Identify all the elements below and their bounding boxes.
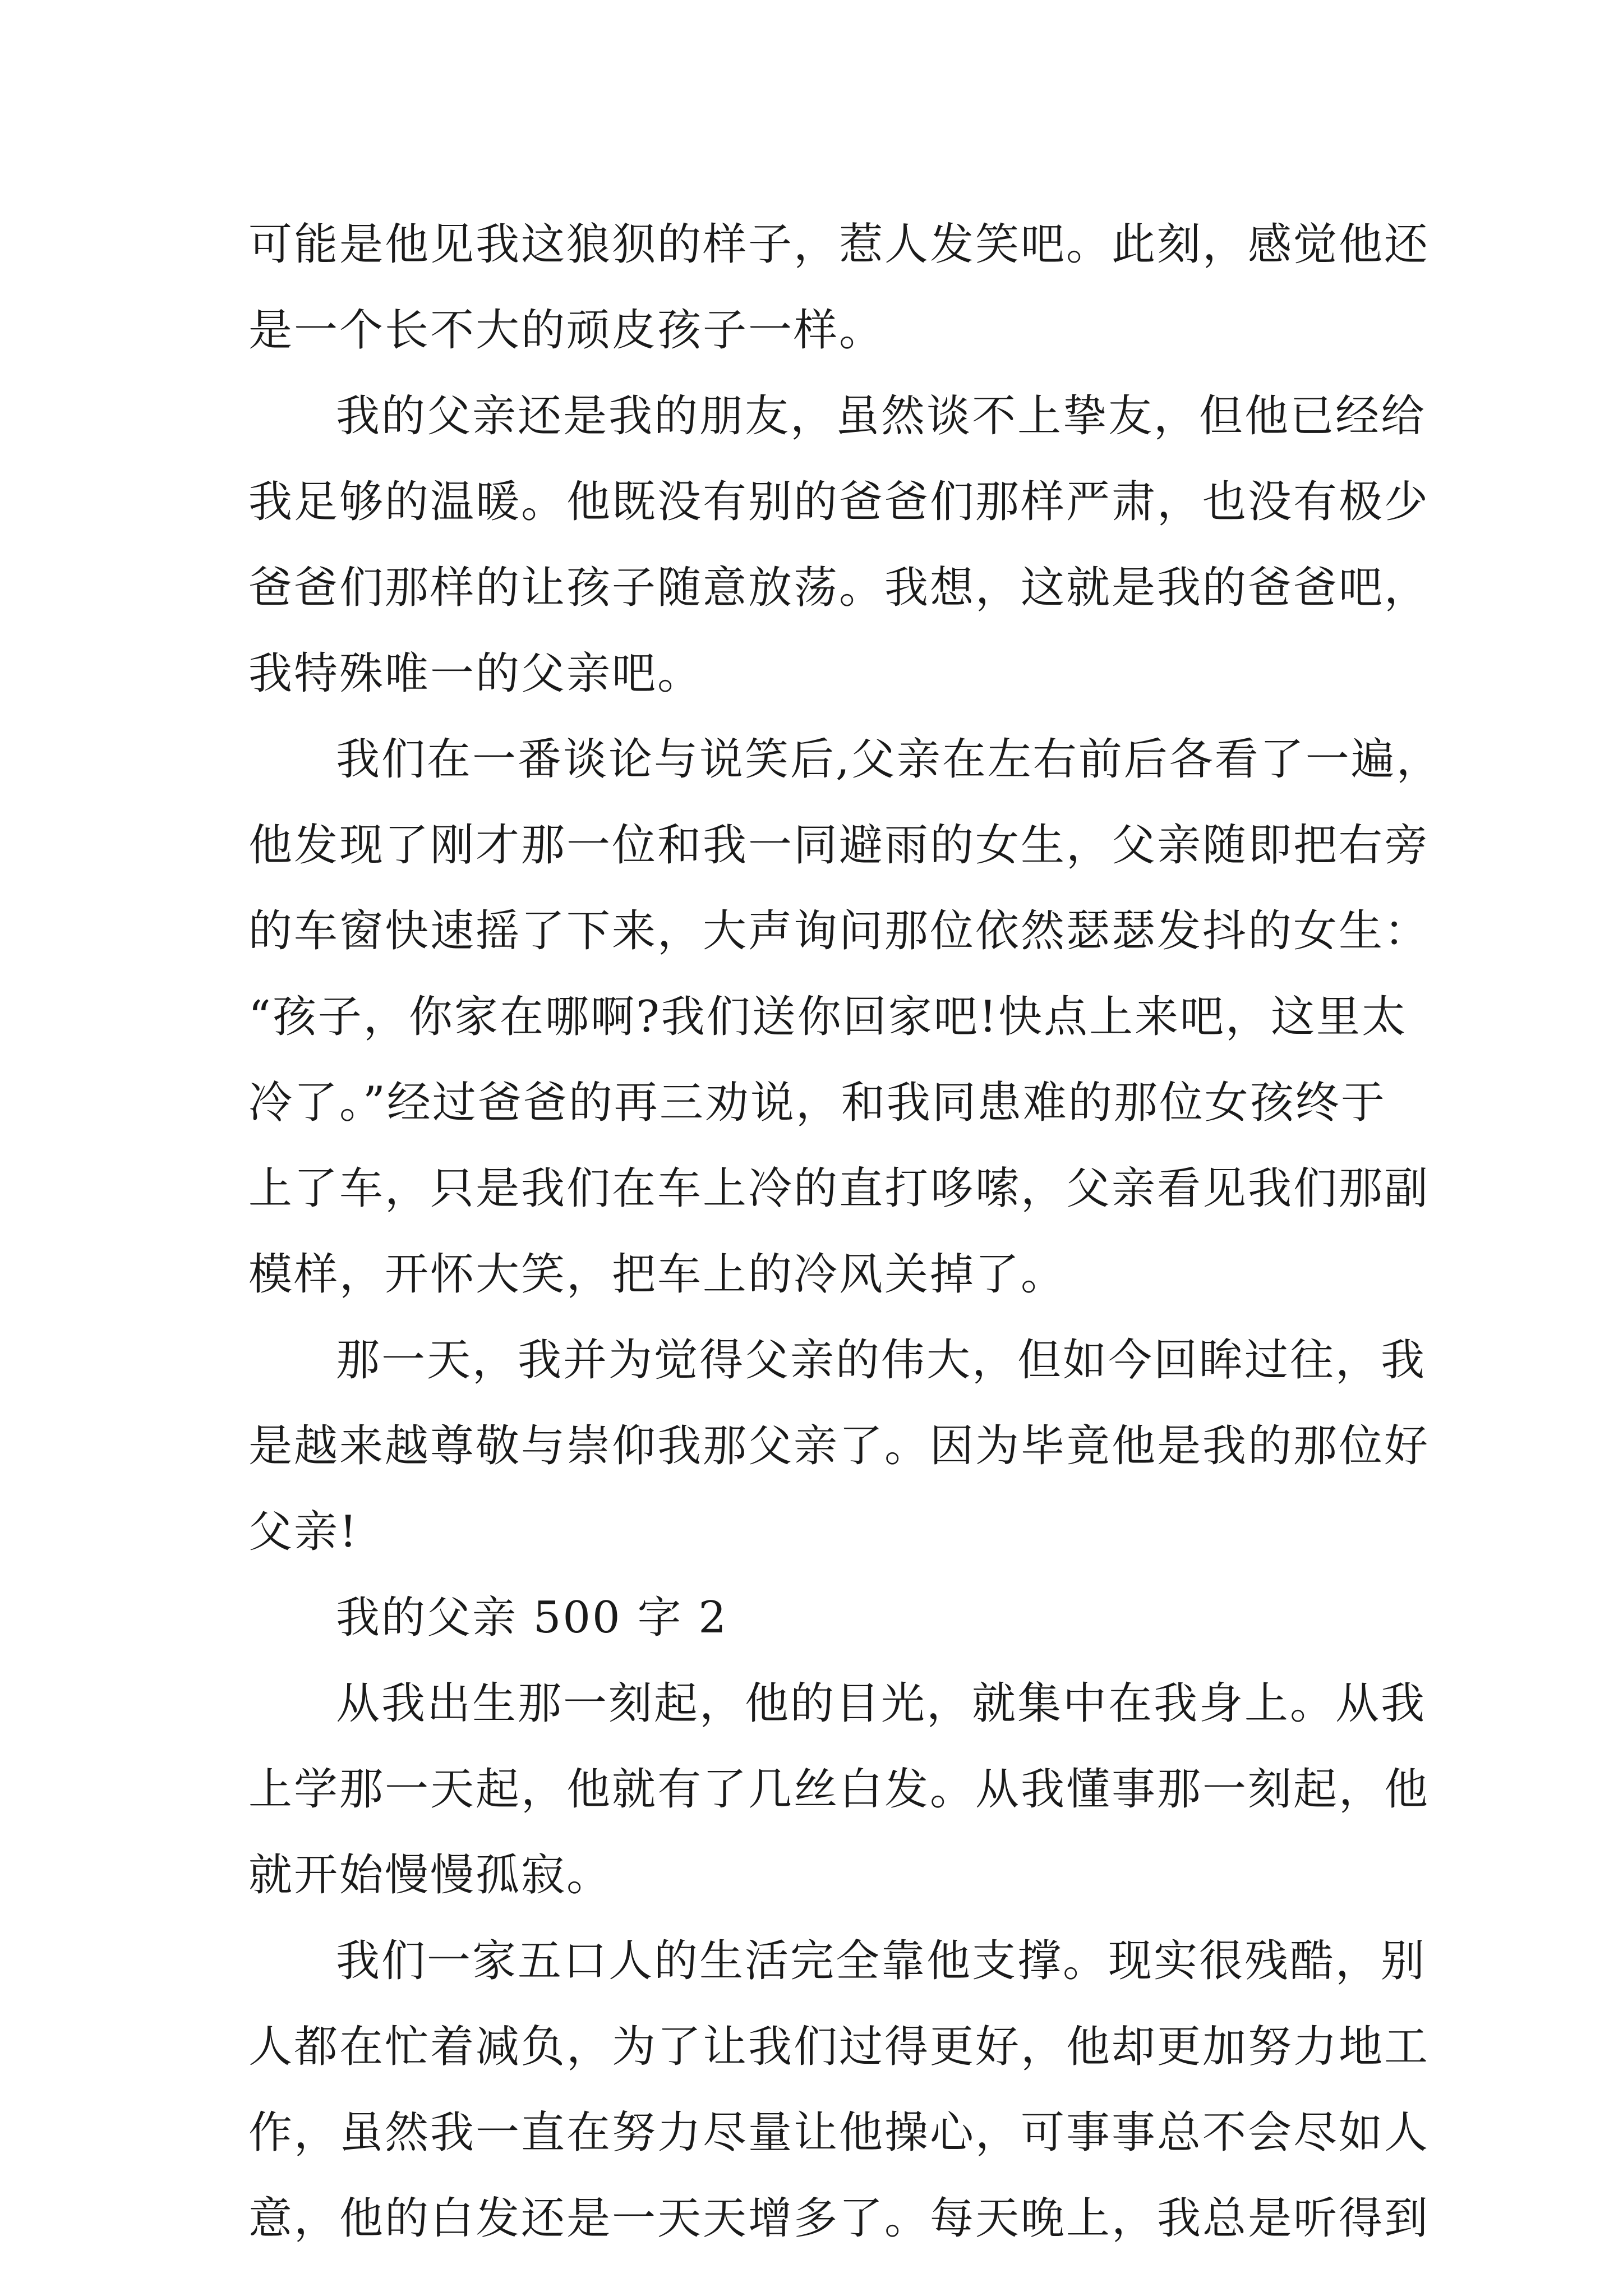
paragraph-first-line: 我们一家五口人的生活完全靠他支撑。现实很残酷，别: [336, 1936, 1427, 1986]
text-line: 是一个长不大的顽皮孩子一样。: [248, 305, 885, 356]
text-line: 就开始慢慢孤寂。: [248, 1850, 612, 1901]
text-line: 的车窗快速摇了下来，大声询问那位依然瑟瑟发抖的女生：: [248, 906, 1430, 956]
text-line: 他发现了刚才那一位和我一同避雨的女生，父亲随即把右旁: [248, 820, 1430, 871]
paragraph-first-line: 我们在一番谈论与说笑后,父亲在左右前后各看了一遍，: [336, 734, 1442, 785]
text-line: 人都在忙着减负，为了让我们过得更好，他却更加努力地工: [248, 2022, 1430, 2072]
text-line: 冷了。”经过爸爸的再三劝说，和我同患难的那位女孩终于: [248, 1078, 1386, 1128]
text-line: 意，他的白发还是一天天增多了。每天晚上，我总是听得到: [248, 2193, 1430, 2244]
section-heading: 我的父亲 500 字 2: [336, 1593, 728, 1643]
paragraph-first-line: 我的父亲还是我的朋友，虽然谈不上挚友，但他已经给: [336, 391, 1427, 441]
text-line: 上学那一天起，他就有了几丝白发。从我懂事那一刻起，他: [248, 1764, 1430, 1815]
paragraph-first-line: 从我出生那一刻起，他的目光，就集中在我身上。从我: [336, 1678, 1427, 1729]
text-line: 父亲!: [248, 1507, 359, 1557]
text-line: “孩子，你家在哪啊?我们送你回家吧!快点上来吧，这里太: [248, 992, 1408, 1042]
text-line: 我足够的温暖。他既没有别的爸爸们那样严肃，也没有极少: [248, 477, 1430, 527]
text-line: 作，虽然我一直在努力尽量让他操心，可事事总不会尽如人: [248, 2108, 1430, 2158]
text-line: 爸爸们那样的让孩子随意放荡。我想，这就是我的爸爸吧，: [248, 563, 1430, 613]
text-line: 是越来越尊敬与崇仰我那父亲了。因为毕竟他是我的那位好: [248, 1421, 1430, 1471]
document-body: [248, 202, 1442, 2262]
text-line: 我特殊唯一的父亲吧。: [248, 648, 703, 699]
text-line: 上了车，只是我们在车上冷的直打哆嗦，父亲看见我们那副: [248, 1163, 1430, 1214]
text-line: 模样，开怀大笑，把车上的冷风关掉了。: [248, 1249, 1067, 1300]
paragraph-first-line: 那一天，我并为觉得父亲的伟大，但如今回眸过往，我: [336, 1335, 1427, 1386]
text-line: 可能是他见我这狼狈的样子，惹人发笑吧。此刻，感觉他还: [248, 219, 1430, 270]
